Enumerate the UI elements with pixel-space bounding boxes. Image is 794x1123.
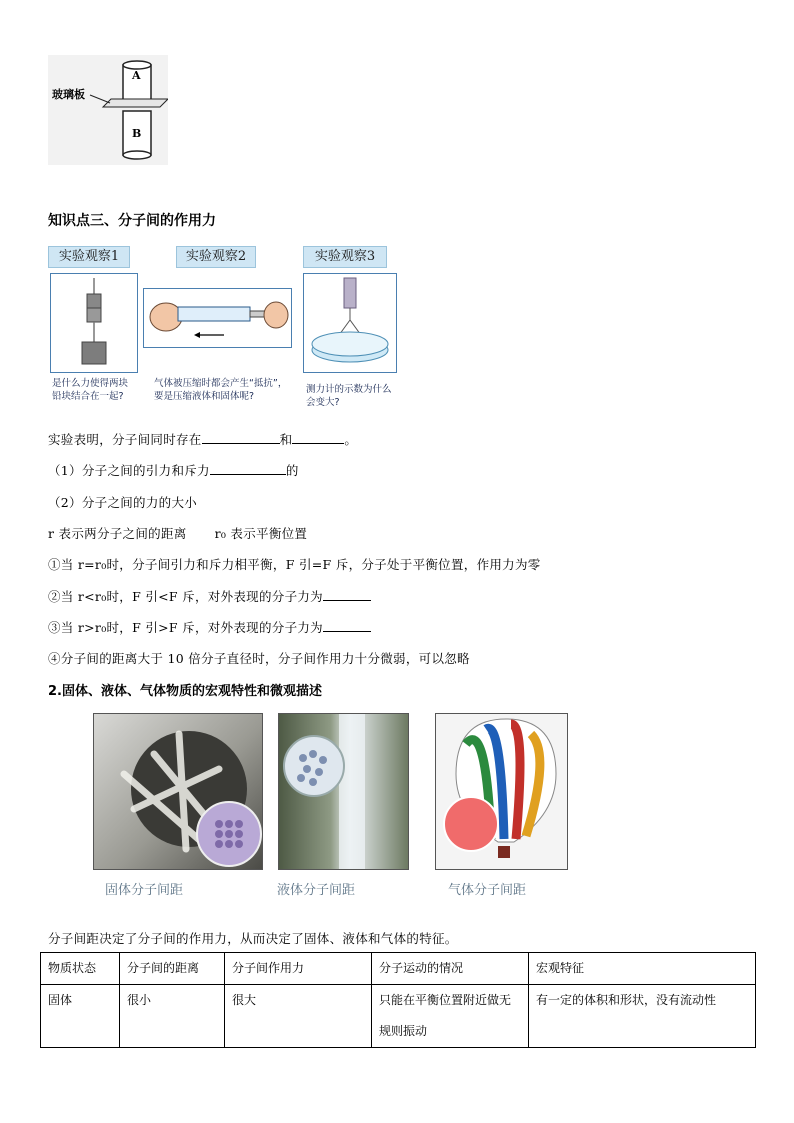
experiment-3-caption: 测力计的示数为什么会变大? xyxy=(306,384,392,408)
bottle-figure xyxy=(48,55,168,165)
experiment-1-image xyxy=(50,273,138,373)
table-header-cell: 分子运动的情况 xyxy=(372,953,529,985)
liquid-photo xyxy=(278,713,409,870)
item-1-suffix: 的 xyxy=(285,463,299,478)
label-a: A xyxy=(132,69,141,82)
point-2-line xyxy=(48,587,371,605)
definition-line xyxy=(48,524,307,542)
conclusion-mid: 和 xyxy=(279,432,293,447)
blank-4[interactable] xyxy=(323,588,371,601)
conclusion-line xyxy=(48,430,357,448)
table-header-cell: 分子间的距离 xyxy=(120,953,225,985)
point-2: ②当 r<r₀时，F 引<F 斥，对外表现的分子力为 xyxy=(48,589,323,604)
gas-photo xyxy=(435,713,568,870)
states-table xyxy=(40,952,756,1048)
liquid-caption: 液体分子间距 xyxy=(277,883,356,898)
section-3-title: 知识点三、分子间的作用力 xyxy=(48,213,216,229)
table-cell: 很小 xyxy=(120,985,225,1048)
blank-3[interactable] xyxy=(210,462,286,475)
experiment-2-image xyxy=(143,288,292,348)
solid-photo xyxy=(93,713,263,870)
label-b: B xyxy=(132,127,142,140)
table-header-cell: 宏观特征 xyxy=(529,953,756,985)
blank-5[interactable] xyxy=(323,619,371,632)
experiment-badge-1: 实验观察1 xyxy=(48,246,130,268)
gas-caption: 气体分子间距 xyxy=(448,883,527,898)
item-1-line xyxy=(48,461,299,479)
experiment-3-image xyxy=(303,273,397,373)
table-header-cell: 物质状态 xyxy=(41,953,120,985)
point-3: ③当 r>r₀时，F 引>F 斥，对外表现的分子力为 xyxy=(48,620,323,635)
table-cell: 很大 xyxy=(225,985,372,1048)
table-cell: 有一定的体积和形状，没有流动性 xyxy=(529,985,756,1048)
conclusion-end: 。 xyxy=(344,432,358,447)
solid-caption: 固体分子间距 xyxy=(105,883,184,898)
blank-1[interactable] xyxy=(202,431,280,444)
table-row xyxy=(41,985,756,1048)
point-3-line xyxy=(48,618,371,636)
conclusion-prefix: 实验表明，分子间同时存在 xyxy=(48,432,202,447)
item-2-line: （2）分子之间的力的大小 xyxy=(48,495,198,510)
table-header-row xyxy=(41,953,756,985)
experiment-1-caption: 是什么力使得两块铅块结合在一起? xyxy=(52,378,129,402)
table-cell: 只能在平衡位置附近做无规则振动 xyxy=(372,985,529,1048)
def-r0: r₀ 表示平衡位置 xyxy=(214,526,308,541)
table-intro: 分子间距决定了分子间的作用力，从而决定了固体、液体和气体的特征。 xyxy=(48,931,458,946)
def-r: r 表示两分子之间的距离 xyxy=(48,526,187,541)
blank-2[interactable] xyxy=(292,431,344,444)
label-glass-plate: 玻璃板 xyxy=(52,88,85,101)
experiment-badge-2: 实验观察2 xyxy=(176,246,256,268)
table-cell: 固体 xyxy=(41,985,120,1048)
experiment-2-caption: 气体被压缩时都会产生“抵抗”，要是压缩液体和固体呢? xyxy=(154,378,288,402)
point-4: ④分子间的距离大于 10 倍分子直径时，分子间作用力十分微弱，可以忽略 xyxy=(48,651,470,666)
section-2-title: 2.固体、液体、气体物质的宏观特性和微观描述 xyxy=(48,684,322,699)
experiment-badge-3: 实验观察3 xyxy=(303,246,387,268)
item-1-text: （1）分子之间的引力和斥力 xyxy=(48,463,210,478)
point-1: ①当 r=r₀时，分子间引力和斥力相平衡，F 引=F 斥，分子处于平衡位置，作用力为零 xyxy=(48,557,541,572)
table-header-cell: 分子间作用力 xyxy=(225,953,372,985)
bottle-diagram xyxy=(48,55,168,165)
